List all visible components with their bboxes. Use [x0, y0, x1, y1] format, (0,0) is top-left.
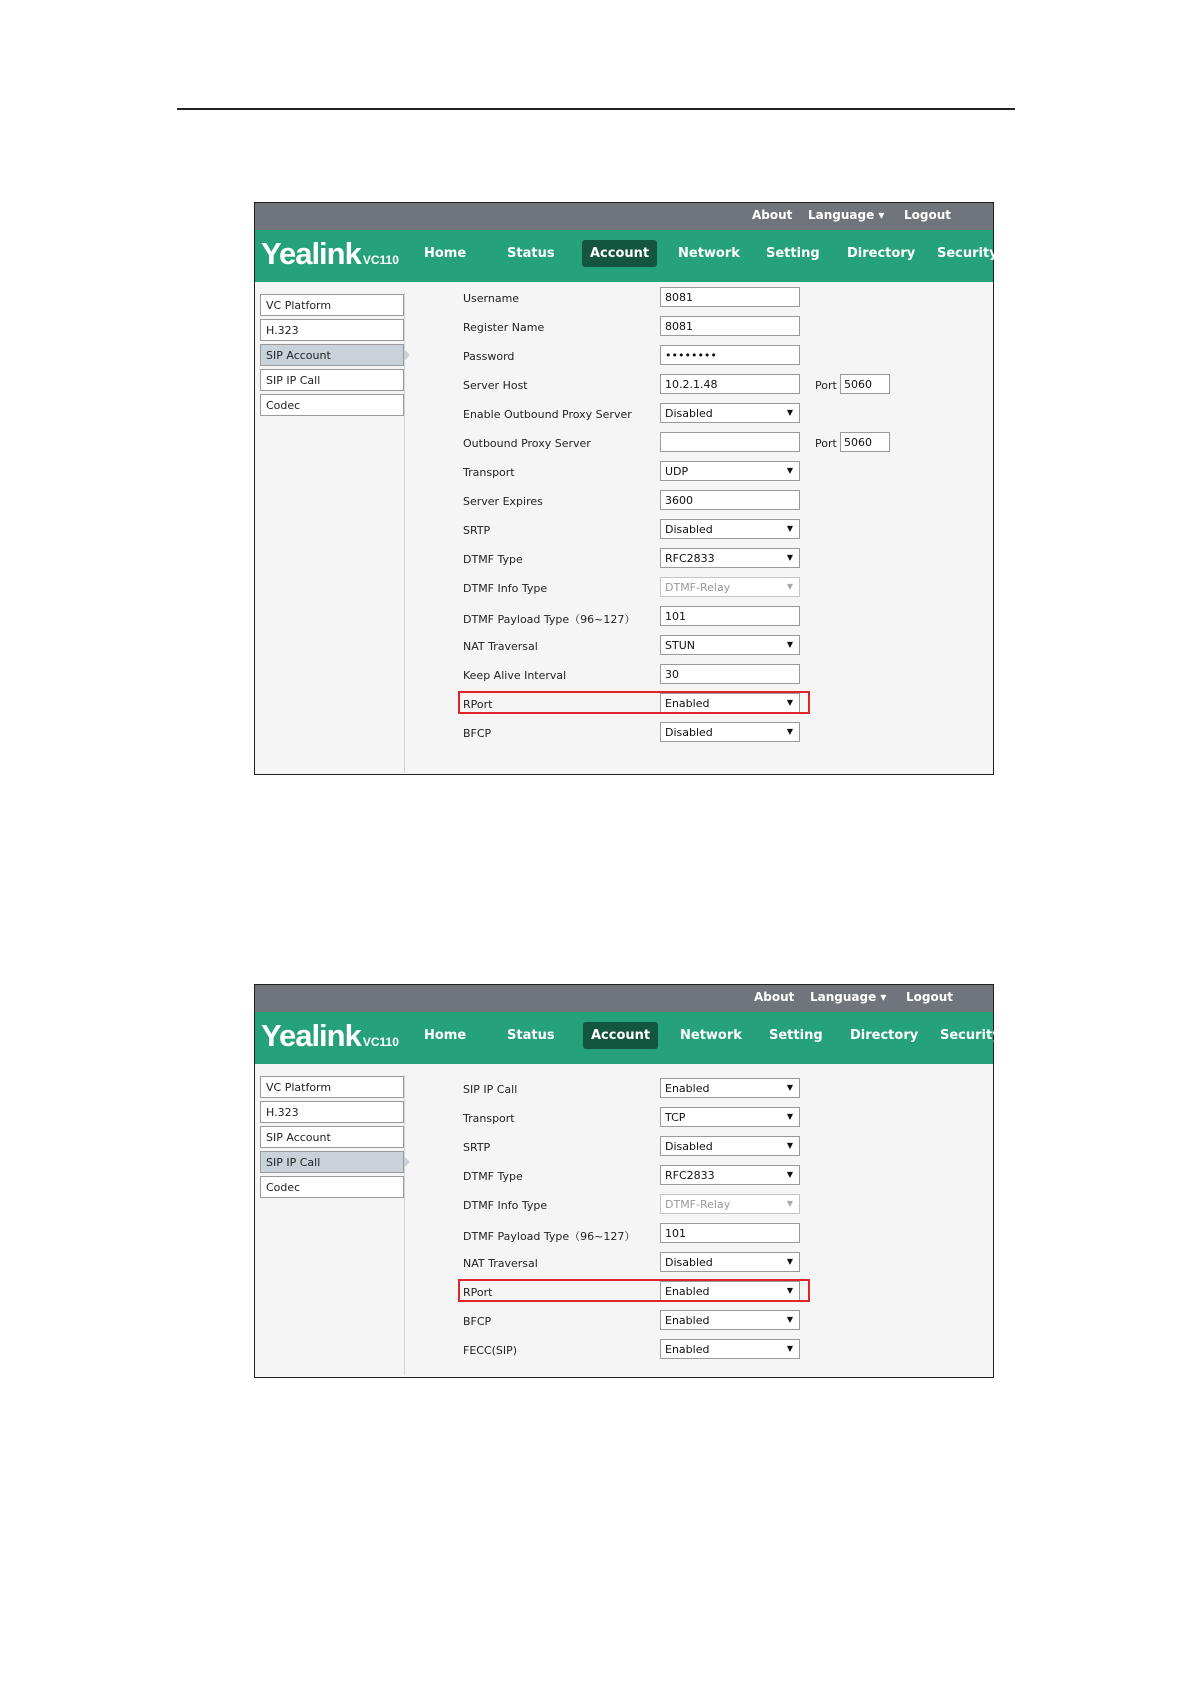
transport-select[interactable]: TCP ▼	[660, 1107, 800, 1127]
form-row	[255, 1252, 995, 1276]
tab-security[interactable]: Security	[937, 246, 998, 261]
dtmf-type-select[interactable]: RFC2833 ▼	[660, 548, 800, 568]
password-input[interactable]: ••••••••	[660, 345, 800, 365]
top-bar	[255, 203, 993, 230]
form-row	[255, 316, 995, 340]
form-row	[255, 461, 995, 485]
sidebar-item-vc-platform[interactable]: VC Platform	[260, 294, 404, 316]
rport-select[interactable]: Enabled ▼	[660, 693, 800, 713]
form-row	[255, 1339, 995, 1363]
form-row	[255, 490, 995, 514]
form-row	[255, 722, 995, 746]
screenshot-sip-account	[254, 202, 998, 775]
form-row	[255, 548, 995, 572]
sidebar-item-h323[interactable]: H.323	[260, 1101, 404, 1123]
form-row	[255, 1136, 995, 1160]
field-label: Server Expires	[463, 495, 543, 508]
bfcp-select[interactable]: Disabled ▼	[660, 722, 800, 742]
field-label: DTMF Info Type	[463, 582, 548, 595]
port-input[interactable]: 5060	[840, 374, 890, 394]
sidebar-item-vc-platform[interactable]: VC Platform	[260, 1076, 404, 1098]
tab-home[interactable]: Home	[424, 246, 467, 261]
enable-outbound-proxy-server-select[interactable]: Disabled ▼	[660, 403, 800, 423]
dtmf-payload-type-96-127-input[interactable]: 101	[660, 606, 800, 626]
language-menu[interactable]: Language ▾	[808, 208, 885, 222]
logo-model: VC110	[362, 253, 399, 267]
field-label: Password	[463, 350, 515, 363]
logout-link[interactable]: Logout	[904, 208, 952, 222]
dtmf-type-select[interactable]: RFC2833 ▼	[660, 1165, 800, 1185]
field-label: DTMF Type	[463, 553, 523, 566]
tab-network[interactable]: Network	[678, 246, 740, 261]
field-label: SRTP	[463, 1141, 491, 1154]
keep-alive-interval-input[interactable]: 30	[660, 664, 800, 684]
screenshot-sip-ip-call	[254, 984, 1001, 1378]
tab-home[interactable]: Home	[424, 1028, 467, 1043]
field-label: Transport	[463, 466, 515, 479]
sidebar-item-sip-ip-call[interactable]: SIP IP Call	[260, 1151, 404, 1173]
form-row	[255, 1107, 995, 1131]
form-row	[255, 519, 995, 543]
server-host-input[interactable]: 10.2.1.48	[660, 374, 800, 394]
field-label: SIP IP Call	[463, 1083, 518, 1096]
dtmf-info-type-select: DTMF-Relay ▼	[660, 577, 800, 597]
sidebar-item-sip-ip-call[interactable]: SIP IP Call	[260, 369, 404, 391]
yealink-logo	[261, 236, 399, 272]
form-row	[255, 577, 995, 601]
form-row	[255, 287, 995, 311]
sidebar-item-codec[interactable]: Codec	[260, 1176, 404, 1198]
field-label: RPort	[463, 1286, 493, 1299]
field-label: Server Host	[463, 379, 528, 392]
form-row	[255, 1223, 995, 1247]
main-nav	[255, 1012, 1001, 1064]
highlight-box	[458, 691, 810, 714]
field-label: RPort	[463, 698, 493, 711]
outbound-proxy-server-input[interactable]	[660, 432, 800, 452]
sidebar-item-h323[interactable]: H.323	[260, 319, 404, 341]
field-label: NAT Traversal	[463, 1257, 538, 1270]
main-nav	[255, 230, 998, 282]
field-label: Keep Alive Interval	[463, 669, 567, 682]
tab-directory[interactable]: Directory	[850, 1028, 919, 1043]
port-label: Port	[815, 437, 837, 450]
sidebar-item-codec[interactable]: Codec	[260, 394, 404, 416]
dtmf-payload-type-96-127-input[interactable]: 101	[660, 1223, 800, 1243]
tab-status[interactable]: Status	[507, 1028, 555, 1043]
form-row	[255, 664, 995, 688]
field-label: FECC(SIP)	[463, 1344, 518, 1357]
sidebar-item-sip-account[interactable]: SIP Account	[260, 344, 404, 366]
logout-link[interactable]: Logout	[906, 990, 954, 1004]
tab-account[interactable]: Account	[583, 1022, 658, 1049]
about-link[interactable]: About	[754, 990, 795, 1004]
field-label: NAT Traversal	[463, 640, 538, 653]
about-link[interactable]: About	[752, 208, 793, 222]
form-row	[255, 1165, 995, 1189]
logo-brand: Yealink	[261, 236, 361, 271]
sidebar-item-sip-account[interactable]: SIP Account	[260, 1126, 404, 1148]
form-row	[255, 374, 995, 398]
form-row	[255, 1194, 995, 1218]
language-menu[interactable]: Language ▾	[810, 990, 887, 1004]
form-row	[255, 1078, 995, 1102]
fecc-sip-select[interactable]: Enabled ▼	[660, 1339, 800, 1359]
port-input[interactable]: 5060	[840, 432, 890, 452]
tab-network[interactable]: Network	[680, 1028, 742, 1043]
server-expires-input[interactable]: 3600	[660, 490, 800, 510]
logo-brand: Yealink	[261, 1018, 361, 1053]
field-label: Enable Outbound Proxy Server	[463, 408, 632, 421]
field-label: BFCP	[463, 1315, 492, 1328]
bfcp-select[interactable]: Enabled ▼	[660, 1310, 800, 1330]
port-label: Port	[815, 379, 837, 392]
nat-traversal-select[interactable]: Disabled ▼	[660, 1252, 800, 1272]
field-label: Username	[463, 292, 520, 305]
page-header-rule	[177, 108, 1015, 110]
tab-setting[interactable]: Setting	[769, 1028, 823, 1043]
field-label: BFCP	[463, 727, 492, 740]
highlight-box	[458, 1279, 810, 1302]
field-label: DTMF Payload Type（96~127）	[463, 1230, 636, 1243]
dtmf-info-type-select: DTMF-Relay ▼	[660, 1194, 800, 1214]
form-row	[255, 345, 995, 369]
logo-model: VC110	[362, 1035, 399, 1049]
rport-select[interactable]: Enabled ▼	[660, 1281, 800, 1301]
transport-select[interactable]: UDP ▼	[660, 461, 800, 481]
field-label: Register Name	[463, 321, 545, 334]
tab-directory[interactable]: Directory	[847, 246, 916, 261]
form-row	[255, 635, 995, 659]
srtp-select[interactable]: Disabled ▼	[660, 1136, 800, 1156]
username-input[interactable]: 8081	[660, 287, 800, 307]
top-bar	[255, 985, 993, 1012]
register-name-input[interactable]: 8081	[660, 316, 800, 336]
field-label: Transport	[463, 1112, 515, 1125]
field-label: Outbound Proxy Server	[463, 437, 591, 450]
field-label: DTMF Type	[463, 1170, 523, 1183]
tab-setting[interactable]: Setting	[766, 246, 820, 261]
tab-account[interactable]: Account	[582, 240, 657, 267]
tab-status[interactable]: Status	[507, 246, 555, 261]
field-label: SRTP	[463, 524, 491, 537]
sip-ip-call-select[interactable]: Enabled ▼	[660, 1078, 800, 1098]
field-label: DTMF Payload Type（96~127）	[463, 613, 636, 626]
form-row	[255, 403, 995, 427]
tab-security[interactable]: Security	[940, 1028, 1001, 1043]
srtp-select[interactable]: Disabled ▼	[660, 519, 800, 539]
form-row	[255, 432, 995, 456]
field-label: DTMF Info Type	[463, 1199, 548, 1212]
form-row	[255, 1310, 995, 1334]
yealink-logo	[261, 1018, 399, 1054]
nat-traversal-select[interactable]: STUN ▼	[660, 635, 800, 655]
form-row	[255, 606, 995, 630]
